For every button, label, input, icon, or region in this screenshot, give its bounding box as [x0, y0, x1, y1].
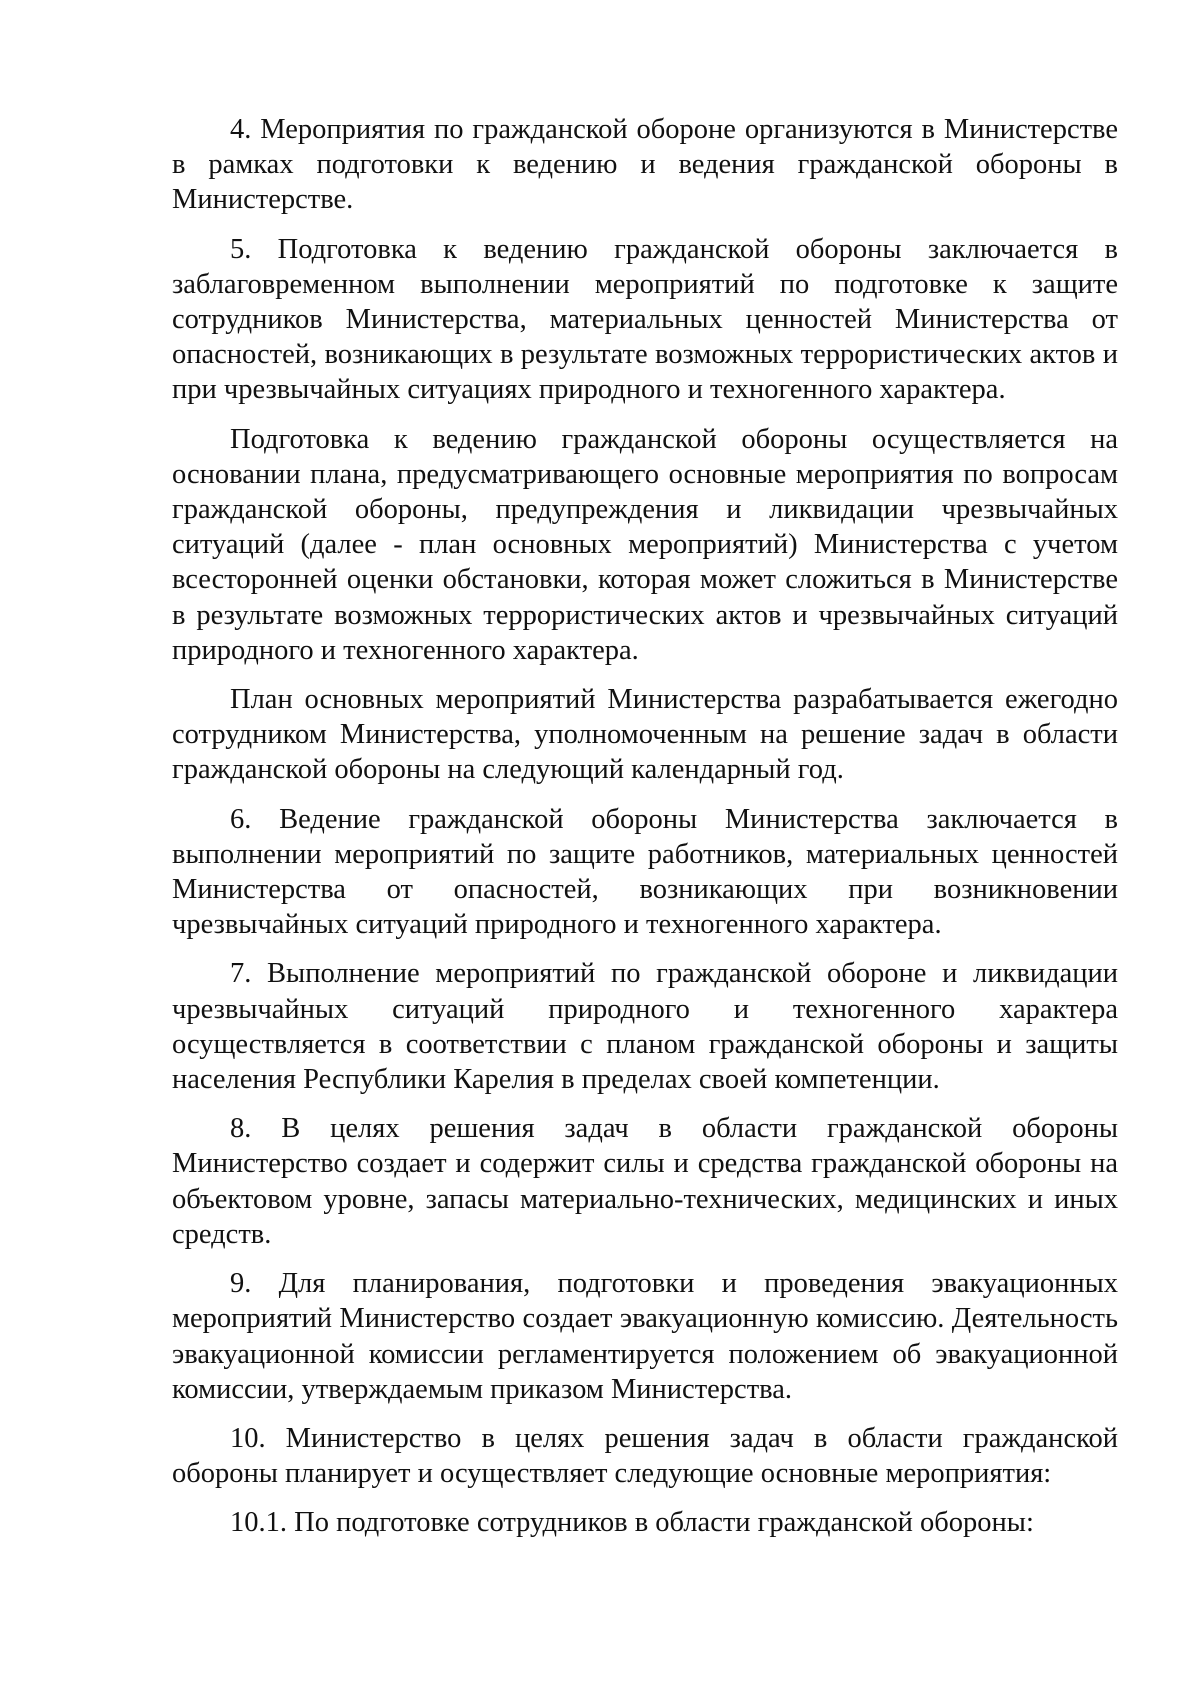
paragraph-8: 8. В целях решения задач в области гражданской обороны Министерство создает и содержит силы и средства гражданской обороны на объектовом уровне, запасы материально-технических, медицинских и иных средств. [172, 1113, 1118, 1250]
document-body [172, 112, 1118, 1555]
paragraph-4: 4. Мероприятия по гражданской обороне организуются в Министерстве в рамках подготовки к ведению и ведения гражданской обороны в Министерстве. [172, 114, 1118, 216]
paragraph-7: 7. Выполнение мероприятий по гражданской обороне и ликвидации чрезвычайных ситуаций природного и техногенного характера осуществляется в соответствии с планом гражданской обороны и защиты населения Республики Карелия в пределах своей компетенции. [172, 958, 1118, 1096]
paragraph-10: 10. Министерство в целях решения задач в области гражданской обороны планирует и осуществляет следующие основные мероприятия: [172, 1422, 1118, 1490]
paragraph-5-plan: Подготовка к ведению гражданской обороны осуществляется на основании плана, предусматривающего основные мероприятия по вопросам гражданской обороны, предупреждения и ликвидации чрезвычайных ситуаций (далее - план основных мероприятий) Министерства с учетом всесторонней оценки обстановки, которая может сложиться в Министерстве в результате возможных террористических актов и чрезвычайных ситуаций природного и техногенного характера. [172, 423, 1118, 666]
paragraph-6: 6. Ведение гражданской обороны Министерства заключается в выполнении мероприятий по защите работников, материальных ценностей Министерства от опасностей, возникающих при возникновении чрезвычайных ситуаций природного и техногенного характера. [172, 803, 1118, 941]
paragraph-10-1: 10.1. По подготовке сотрудников в области гражданской обороны: [230, 1507, 1034, 1539]
paragraph-5: 5. Подготовка к ведению гражданской обороны заключается в заблаговременном выполнении мероприятий по подготовке к защите сотрудников Министерства, материальных ценностей Министерства от опасностей, возникающих в результате возможных террористических актов и при чрезвычайных ситуациях природного и техногенного характера. [172, 233, 1118, 406]
paragraph-9: 9. Для планирования, подготовки и проведения эвакуационных мероприятий Министерство создает эвакуационную комиссию. Деятельность эвакуационной комиссии регламентируется положением об эвакуационной комиссии, утверждаемым приказом Министерства. [172, 1268, 1118, 1405]
paragraph-5-annual-plan: План основных мероприятий Министерства разрабатывается ежегодно сотрудником Министерства, уполномоченным на решение задач в области гражданской обороны на следующий календарный год. [172, 684, 1118, 786]
